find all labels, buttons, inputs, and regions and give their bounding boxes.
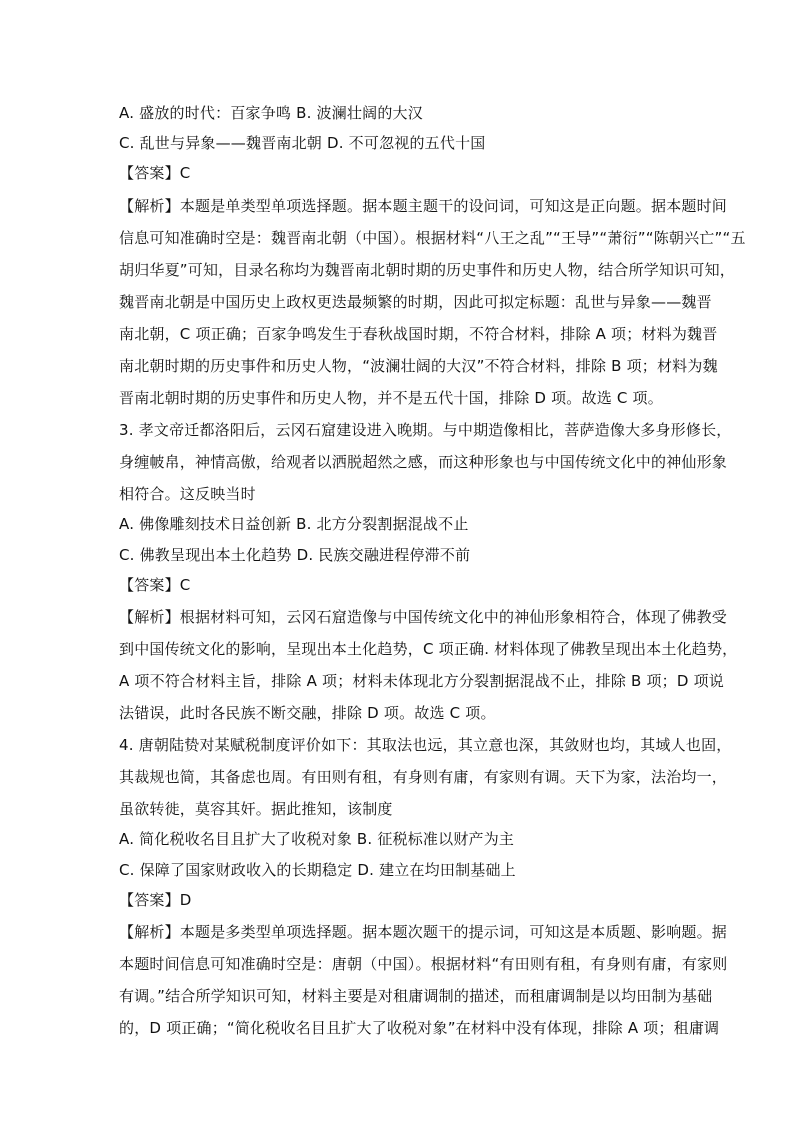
q3-analysis-line: 法错误，此时各民族不断交融，排除 D 项。故选 C 项。	[119, 704, 496, 722]
q4-stem-line: 虽欲转徙，莫容其奸。据此推知，该制度	[119, 800, 393, 818]
q3-analysis-line: A 项不符合材料主旨，排除 A 项；材料未体现北方分裂割据混战不止，排除 B 项；D 项说	[119, 672, 724, 690]
q2-analysis-line: 胡归华夏”可知，目录名称均为魏晋南北朝时期的历史事件和历史人物，结合所学知识可知，	[119, 261, 735, 279]
q2-analysis-line: 南北朝，C 项正确；百家争鸣发生于春秋战国时期，不符合材料，排除 A 项；材料为魏晋	[119, 325, 718, 343]
q4-answer: 【答案】D	[119, 891, 192, 909]
q4-analysis-line: 有调。”结合所学知识可知，材料主要是对租庸调制的描述，而租庸调制是以均田制为基础	[119, 987, 713, 1005]
q3-answer: 【答案】C	[119, 576, 191, 594]
q2-analysis-line: 信息可知准确时空是：魏晋南北朝（中国）。根据材料“八王之乱”“王导”“萧衍”“陈朝兴亡”“五	[119, 229, 746, 247]
q2-options-ab: A. 盛放的时代：百家争鸣 B. 波澜壮阔的大汉	[119, 104, 423, 122]
q4-options-cd: C. 保障了国家财政收入的长期稳定 D. 建立在均田制基础上	[119, 861, 516, 879]
q3-stem-line: 3. 孝文帝迁都洛阳后，云冈石窟建设进入晚期。与中期造像相比，菩萨造像大多身形修长，	[119, 421, 732, 439]
q4-options-ab: A. 简化税收名目且扩大了收税对象 B. 征税标准以财产为主	[119, 830, 515, 848]
q3-options-cd: C. 佛教呈现出本土化趋势 D. 民族交融进程停滞不前	[119, 546, 471, 564]
q4-analysis-line: 本题时间信息可知准确时空是：唐朝（中国）。根据材料“有田则有租，有身则有庸，有家则	[119, 955, 728, 973]
q4-stem-line: 其裁规也简，其备虑也周。有田则有租，有身则有庸，有家则有调。天下为家，法治均一，	[119, 768, 728, 786]
q3-analysis-line: 到中国传统文化的影响，呈现出本土化趋势，C 项正确. 材料体现了佛教呈现出本土化趋势，	[119, 640, 738, 658]
q2-analysis-line: 南北朝时期的历史事件和历史人物，“波澜壮阔的大汉”不符合材料，排除 B 项；材料为魏	[119, 357, 718, 375]
q2-analysis-line: 晋南北朝时期的历史事件和历史人物，并不是五代十国，排除 D 项。故选 C 项。	[119, 389, 663, 407]
q2-answer: 【答案】C	[119, 164, 191, 182]
q2-analysis-line: 【解析】本题是单类型单项选择题。据本题主题干的设问词，可知这是正向题。据本题时间	[119, 197, 728, 215]
q4-stem-line: 4. 唐朝陆贽对某赋税制度评价如下：其取法也远，其立意也深，其敛财也均，其域人也固，	[119, 736, 732, 754]
q3-analysis-line: 【解析】根据材料可知，云冈石窟造像与中国传统文化中的神仙形象相符合，体现了佛教受	[119, 608, 728, 626]
q3-stem-line: 身缠帔帛，神情高傲，给观者以洒脱超然之感，而这种形象也与中国传统文化中的神仙形象	[119, 453, 728, 471]
q3-stem-line: 相符合。这反映当时	[119, 485, 256, 503]
q4-analysis-line: 的，D 项正确；“简化税收名目且扩大了收税对象”在材料中没有体现，排除 A 项；租庸调	[119, 1019, 720, 1037]
q4-analysis-line: 【解析】本题是多类型单项选择题。据本题次题干的提示词，可知这是本质题、影响题。据	[119, 923, 728, 941]
q2-options-cd: C. 乱世与异象——魏晋南北朝 D. 不可忽视的五代十国	[119, 134, 486, 152]
q3-options-ab: A. 佛像雕刻技术日益创新 B. 北方分裂割据混战不止	[119, 515, 469, 533]
q2-analysis-line: 魏晋南北朝是中国历史上政权更迭最频繁的时期，因此可拟定标题：乱世与异象——魏晋	[119, 293, 712, 311]
